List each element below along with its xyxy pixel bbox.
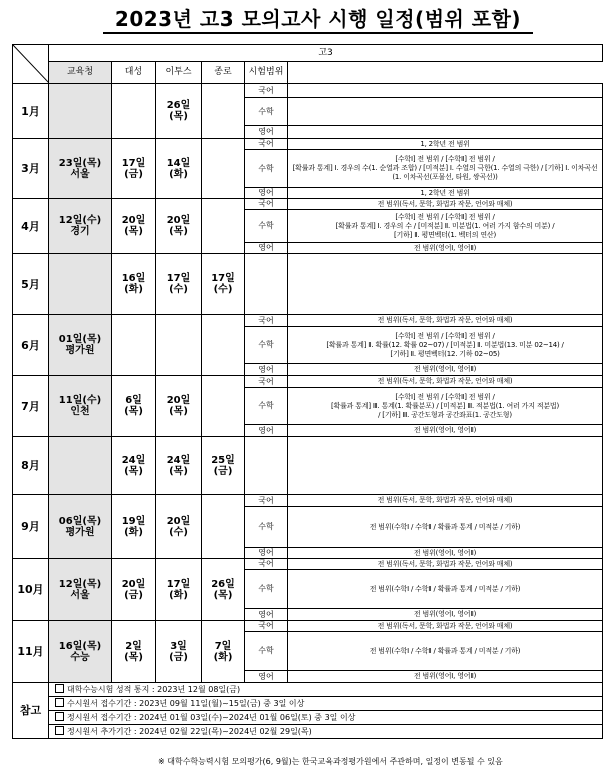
subject-name: 영어 [245,364,288,376]
subject-range-text: 전 범위(영어Ⅰ, 영어Ⅱ) [413,548,477,557]
exam-date-edu [49,495,112,559]
subject-range-text: 전 범위(수학Ⅰ / 수학Ⅱ / 확률과 통계 / 미적분 / 기하) [369,522,521,531]
exam-date-text: 17일 (수) [211,273,235,295]
exam-date-etoos [156,84,202,139]
subject-name: 국어 [245,621,288,632]
exam-date-daesung [112,254,156,315]
exam-date-daesung [112,559,156,621]
subject-name: 영어 [245,609,288,621]
month-row [13,495,603,507]
month-label: 1月 [13,84,49,139]
exam-date-jongro [202,495,245,559]
subject-range [288,199,603,210]
subject-range [288,376,603,388]
subject-range [288,495,603,507]
month-label: 4月 [13,199,49,254]
month-row [13,621,603,632]
subject-cell-empty [245,437,288,495]
exam-date-text: 17일 (금) [121,157,146,180]
subject-range-text: 1, 2학년 전 범위 [420,188,470,197]
exam-date-text: 7일 (화) [213,640,233,663]
checkbox-square-icon [55,712,64,721]
range-cell-empty [288,254,603,315]
subject-range-text: 전 범위(영어Ⅰ, 영어Ⅱ) [413,610,477,618]
page-title: 2023년 고3 모의고사 시행 일정(범위 포함) [103,6,533,34]
exam-date-daesung [112,376,156,437]
subject-range-text: 전 범위(영어Ⅰ, 영어Ⅱ) [413,365,477,373]
subject-range [288,364,603,376]
subject-range-text: 전 범위(독서, 문학, 화법과 작문, 언어와 매체) [377,377,513,385]
exam-date-jongro [202,254,245,315]
exam-date-text: 23일(목) 서울 [58,157,102,180]
exam-date-etoos [156,559,202,621]
exam-date-jongro [202,84,245,139]
subject-name: 수학 [245,570,288,609]
month-row [13,199,603,210]
subject-name: 영어 [245,126,288,139]
subject-name: 수학 [245,507,288,548]
schedule-table [12,44,603,739]
exam-date-text: 24일 (목) [121,454,146,477]
exam-date-jongro [202,139,245,199]
exam-date-text: 12일(목) 서울 [58,578,102,601]
note-text: 정시원서 추가기간 : 2024년 02월 22일(목)~2024년 02월 29일(목) [67,726,312,736]
exam-date-edu [49,139,112,199]
column-header-1: 대성 [112,62,156,84]
exam-date-text: 20일 (수) [166,515,191,538]
exam-date-text: 17일 (화) [166,578,191,601]
subject-range [288,315,603,327]
exam-date-daesung [112,199,156,254]
month-label: 8月 [13,437,49,495]
subject-name: 수학 [245,388,288,425]
month-label: 3月 [13,139,49,199]
column-header-0: 교육청 [49,62,112,84]
subject-range-text: 전 범위(독서, 문학, 화법과 작문, 언어와 매체) [377,496,513,504]
exam-date-daesung [112,139,156,199]
subject-range [288,621,603,632]
exam-date-jongro [202,621,245,683]
exam-date-text: 17일 (수) [166,273,191,295]
subject-range [288,559,603,570]
exam-date-daesung [112,495,156,559]
subject-name: 수학 [245,98,288,126]
footer-note: ※ 대학수학능력시험 모의평가(6, 9월)는 한국교육과정평가원에서 주관하며, 일정이 변동될 수 있음 [158,757,503,766]
note-text: 정시원서 접수기간 : 2024년 01월 03일(수)~2024년 01월 06일(토) 중 3일 이상 [67,712,356,722]
subject-name: 국어 [245,84,288,98]
exam-date-text: 16일(목) 수능 [58,640,102,663]
exam-date-daesung [112,84,156,139]
exam-date-daesung [112,315,156,376]
diagonal-line-icon [13,45,49,83]
subject-range [288,609,603,621]
note-item [49,683,603,697]
subject-name: 국어 [245,559,288,570]
exam-date-etoos [156,621,202,683]
subject-name: 국어 [245,199,288,210]
exam-date-etoos [156,139,202,199]
note-text: 대학수능시험 성적 통지 : 2023년 12월 08일(금) [67,684,241,694]
subject-range-text: 전 범위(수학Ⅰ / 수학Ⅱ / 확률과 통계 / 미적분 / 기하) [369,584,521,593]
exam-date-jongro [202,315,245,376]
month-label: 10月 [13,559,49,621]
subject-name: 수학 [245,327,288,364]
note-item [49,711,603,725]
subject-range [288,570,603,609]
subject-range [288,210,603,243]
exam-date-jongro [202,376,245,437]
subject-range [288,425,603,437]
subject-range [288,188,603,199]
subject-range [288,548,603,559]
note-item [49,697,603,711]
exam-date-edu [49,254,112,315]
subject-range-text: 전 범위(독서, 문학, 화법과 작문, 언어와 매체) [377,199,513,208]
exam-date-jongro [202,559,245,621]
grade-header: 고3 [49,45,603,62]
subject-cell-empty [245,254,288,315]
exam-date-text: 26일 (목) [211,578,235,601]
exam-date-text: 16일 (화) [121,273,146,295]
subject-range [288,84,603,98]
subject-name: 수학 [245,150,288,188]
exam-date-edu [49,84,112,139]
month-row [13,376,603,388]
month-row [13,559,603,570]
subject-range [288,243,603,254]
exam-date-text: 14일 (화) [166,157,191,180]
subject-range [288,671,603,683]
subject-range [288,388,603,425]
subject-range [288,150,603,188]
exam-date-jongro [202,199,245,254]
subject-range-text: 전 범위(독서, 문학, 화법과 작문, 언어와 매체) [377,559,513,568]
month-label: 6月 [13,315,49,376]
exam-date-text: 3일 (금) [169,640,188,663]
column-header-3: 종로 [202,62,245,84]
exam-date-text: 6일 (목) [124,395,143,417]
subject-range-text: 전 범위(독서, 문학, 화법과 작문, 언어와 매체) [377,316,513,324]
subject-range-text: [수학Ⅰ] 전 범위 / [수학Ⅱ] 전 범위 / [확률과 통계] Ⅲ. 통계(1. 확률분포) / [미적분] Ⅲ. 적분법(1. 여러 가지 적분법) / [기하] Ⅲ. 공간도형과 공간좌표(1. 공간도형) [331,392,560,419]
exam-date-text: 06일(목) 평가원 [58,515,102,538]
exam-date-text: 24일 (목) [166,454,191,477]
scope-header: 시험범위 [245,62,288,84]
exam-date-text: 2일 (목) [124,640,143,663]
month-label: 11月 [13,621,49,683]
exam-date-text: 25일 (금) [211,454,235,477]
subject-range-text: 전 범위(영어Ⅰ, 영어Ⅱ) [413,672,477,680]
corner-diagonal-cell [13,45,49,84]
subject-name: 국어 [245,376,288,388]
exam-date-etoos [156,199,202,254]
exam-date-daesung [112,437,156,495]
subject-name: 영어 [245,188,288,199]
exam-date-etoos [156,437,202,495]
range-cell-empty [288,437,603,495]
exam-date-text: 20일 (목) [121,215,146,237]
exam-date-edu [49,376,112,437]
month-label: 5月 [13,254,49,315]
exam-date-text: 11일(수) 인천 [58,395,102,417]
exam-date-etoos [156,376,202,437]
month-label: 9月 [13,495,49,559]
subject-name: 수학 [245,632,288,671]
subject-range-text: 전 범위(수학Ⅰ / 수학Ⅱ / 확률과 통계 / 미적분 / 기하) [369,646,521,655]
checkbox-square-icon [55,726,64,735]
month-row [13,437,603,495]
exam-date-edu [49,559,112,621]
note-text: 수시원서 접수기간 : 2023년 09월 11일(월)~15일(금) 중 3일 이상 [67,698,305,708]
subject-range-text: [수학Ⅰ] 전 범위 / [수학Ⅱ] 전 범위 / [확률과 통계] Ⅱ. 확률(12. 확률 02~07) / [미적분] Ⅱ. 미분법(13. 미분 02~14) / [기하] Ⅱ. 평면벡터(12. 기하 02~05) [326,331,564,358]
exam-date-etoos [156,254,202,315]
column-header-2: 이투스 [156,62,202,84]
exam-date-text: 20일 (목) [166,395,191,417]
subject-range-text: [수학Ⅰ] 전 범위 / [수학Ⅱ] 전 범위 / [확률과 통계] Ⅰ. 경우의 수(1. 순열과 조합) / [미적분] Ⅰ. 수열의 극한(1. 수열의 극한) / [기하] Ⅰ. 이차곡선(1. 이차곡선(포물선, 타원, 쌍곡선)) [292,155,598,181]
subject-range [288,507,603,548]
subject-range-text: 전 범위(독서, 문학, 화법과 작문, 언어와 매체) [377,621,513,630]
exam-date-text: 26일 (목) [166,100,191,122]
month-label: 7月 [13,376,49,437]
subject-range [288,327,603,364]
month-row [13,139,603,150]
subject-range-text: 1, 2학년 전 범위 [420,139,470,148]
month-row [13,315,603,327]
exam-date-text: 20일 (목) [166,215,191,237]
exam-date-daesung [112,621,156,683]
subject-name: 국어 [245,139,288,150]
exam-date-jongro [202,437,245,495]
subject-name: 국어 [245,315,288,327]
subject-range [288,98,603,126]
exam-date-text: 12일(수) 경기 [58,215,102,237]
exam-date-text: 19일 (화) [121,515,146,538]
exam-date-text: 01일(목) 평가원 [58,334,102,356]
month-row [13,254,603,315]
exam-date-edu [49,315,112,376]
checkbox-square-icon [55,684,64,693]
exam-date-etoos [156,495,202,559]
exam-date-etoos [156,315,202,376]
subject-range [288,126,603,139]
exam-date-edu [49,199,112,254]
subject-range-text: 전 범위(영어Ⅰ, 영어Ⅱ) [413,243,477,252]
notes-label: 참고 [13,683,49,739]
subject-name: 영어 [245,671,288,683]
subject-name: 국어 [245,495,288,507]
exam-date-edu [49,621,112,683]
subject-range [288,632,603,671]
month-row [13,84,603,98]
subject-name: 영어 [245,243,288,254]
subject-range-text: 전 범위(영어Ⅰ, 영어Ⅱ) [413,426,477,434]
subject-name: 영어 [245,548,288,559]
exam-date-text: 20일 (금) [121,578,146,601]
subject-range [288,139,603,150]
exam-date-edu [49,437,112,495]
subject-range-text: [수학Ⅰ] 전 범위 / [수학Ⅱ] 전 범위 / [확률과 통계] Ⅰ. 경우의 수 / [미적분] Ⅱ. 미분법(1. 여러 가지 함수의 미분) / [기하] Ⅱ. 평면벡터(1. 벡터의 연산) [335,212,555,239]
subject-name: 영어 [245,425,288,437]
subject-name: 수학 [245,210,288,243]
note-item [49,725,603,739]
checkbox-square-icon [55,698,64,707]
